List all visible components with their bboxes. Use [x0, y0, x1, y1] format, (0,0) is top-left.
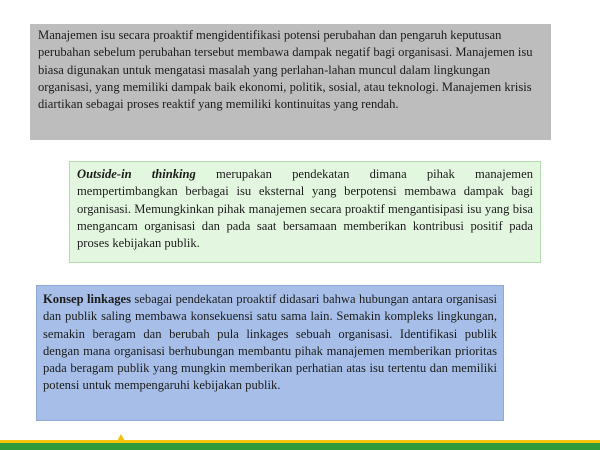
outside-in-thinking-term: Outside-in thinking: [77, 167, 196, 181]
linkages-concept-box: [36, 285, 504, 421]
outside-in-thinking-text: merupakan pendekatan dimana pihak manajemen mempertimbangkan berbagai isu eksternal yang berpotensi membawa dampak bagi organisasi. Memungkinkan pihak manajemen secara proaktif mengantisipasi isu yang bisa mengancam organisasi dan pada saat bersamaan memberikan kontribusi positif pada proses kebijakan publik.: [77, 167, 533, 251]
footer-accent-triangle: [116, 434, 126, 443]
outside-in-thinking-box: [69, 161, 541, 263]
linkages-concept-text: sebagai pendekatan proaktif didasari bahwa hubungan antara organisasi dan publik saling membawa konsekuensi satu sama lain. Semakin kompleks lingkungan, semakin beragam dan berubah pula linkages sebuah organisasi. Identifikasi publik dengan mana organisasi berhubungan membantu pihak manajemen memberikan prioritas pada beragam publik yang mungkin memberikan perhatian atas isu tertentu dan memiliki potensi untuk mempengaruhi kebijakan publik.: [43, 292, 497, 393]
linkages-concept-paragraph: [43, 291, 497, 395]
footer-green-stripe: [0, 443, 600, 450]
issue-management-text: Manajemen isu secara proaktif mengidentifikasi potensi perubahan dan pengaruh keputusan perubahan sebelum perubahan tersebut membawa dampak negatif bagi organisasi. Manajemen isu biasa digunakan untuk mengatasi masalah yang perlahan-lahan muncul dalam lingkungan organisasi, yang memiliki dampak baik ekonomi, politik, sosial, atau teknologi. Manajemen krisis diartikan sebagai proses reaktif yang memiliki kontinuitas yang rendah.: [38, 28, 533, 112]
linkages-concept-term: Konsep linkages: [43, 292, 132, 306]
outside-in-thinking-paragraph: [77, 166, 533, 252]
issue-management-box: [30, 24, 551, 140]
